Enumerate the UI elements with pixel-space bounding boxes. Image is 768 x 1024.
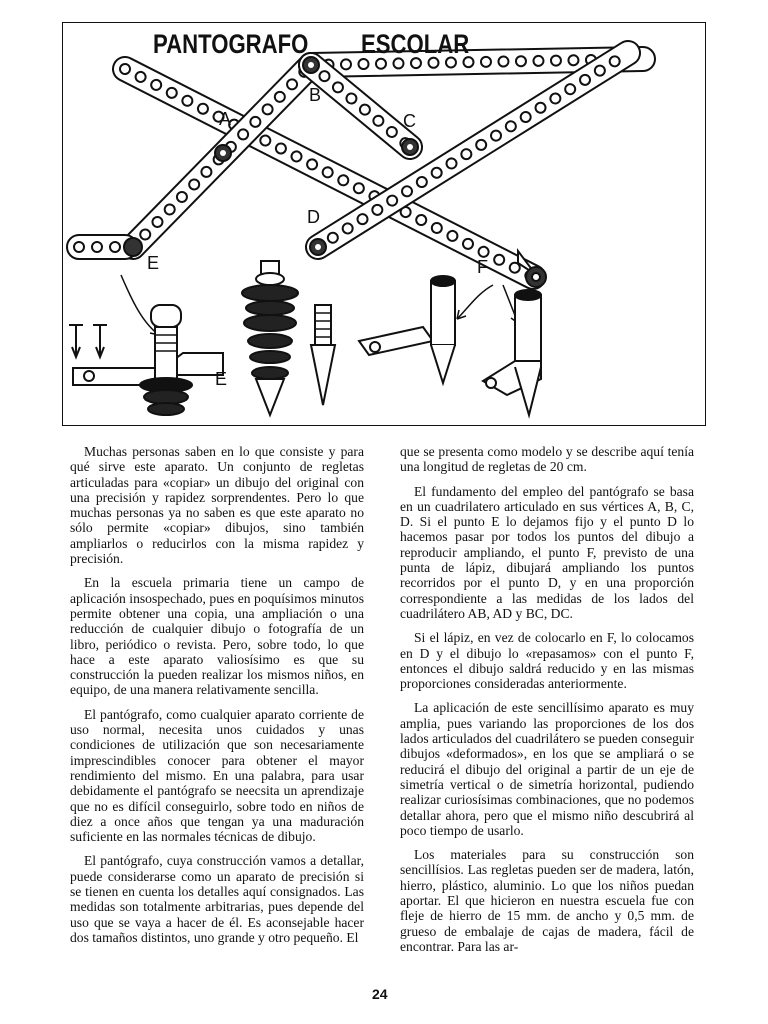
label-a: A bbox=[219, 109, 232, 129]
article-column-right bbox=[400, 444, 694, 963]
label-b: B bbox=[309, 85, 322, 105]
paragraph: El pantógrafo, cuya construcción vamos a detallar, puede considerarse como un aparato de precisión si se tienen en cuenta los detalles aquí consignados. Las medidas son totalmente arbitrarias, pues depende del uso que se vaya a hacer de él. Es aconsejable hacer dos tamaños distintos, uno grande y otro pequeño. El bbox=[70, 853, 364, 945]
washer-spindle bbox=[242, 261, 298, 415]
pencil-holder-left bbox=[359, 276, 455, 383]
pivot-b-hole bbox=[308, 62, 314, 68]
pantograph-figure bbox=[62, 22, 706, 426]
paragraph: Muchas personas saben en lo que consiste y para qué sirve este aparato. Un conjunto de regletas articuladas para «copiar» un dibujo del original con una precisión y rapidez sorprendentes. Pero lo que muchas personas ya no saben es que este aparato no sólo permite «copiar» dibujos, sino también ampliarlos o reducirlos con la misma rapidez y precisión. bbox=[70, 444, 364, 567]
figure-title-left: PANTOGRAFO bbox=[153, 29, 309, 59]
paragraph: Si el lápiz, en vez de colocarlo en F, lo colocamos en D y el dibujo lo «repasamos» con el punto F, entonces el dibujo saldrá reducido y en las mismas proporciones consideradas anteriormente. bbox=[400, 630, 694, 692]
pivot-c-hole bbox=[407, 144, 413, 150]
article-column-left bbox=[70, 444, 364, 954]
page-number: 24 bbox=[372, 986, 388, 1002]
paragraph: En la escuela primaria tiene un campo de aplicación insospechado, pues en poquísimos minutos permite obtener una copia, una ampliación o una reducción de cualquier dibujo o fotografía de un libro, periódico o revista. Pero, sobre todo, lo que hace a este aparato valiosísimo es que su construcción la pueden realizar los mismos niños, en equipo, de una manera relativamente sencilla. bbox=[70, 575, 364, 698]
label-e: E bbox=[147, 253, 160, 273]
paragraph: El fundamento del empleo del pantógrafo se basa en un cuadrilatero articulado en sus vértices A, B, C, D. Si el punto E lo dejamos fijo y el punto D lo hacemos pasar por todos los puntos del dibujo a reproducir ampliando, el punto F, previsto de una punta de lápiz, dibujará ampliando los puntos recorridos por el punto D, y en una proporción correspondiente a las medidas de los lados del cuadrilátero AB, AD y BC, DC. bbox=[400, 483, 694, 621]
label-f: F bbox=[477, 257, 488, 277]
anchor-bar-e bbox=[67, 235, 142, 259]
label-c: C bbox=[403, 111, 416, 131]
pivot-d-hole bbox=[315, 244, 321, 250]
pivot-a-hole bbox=[220, 150, 226, 156]
tack-pins bbox=[69, 325, 107, 357]
label-d: D bbox=[307, 207, 320, 227]
paragraph: Los materiales para su construcción son sencillísios. Las regletas pueden ser de madera, latón, hierro, plástico, aluminio. Lo que los niños puedan aportar. El que hicieron en nuestra escuela fue con fleje de hierro de 15 mm. de ancho y 0,5 mm. de grueso de embalaje de cajas de madera, fácil de encontrar. Para las ar- bbox=[400, 847, 694, 954]
paragraph-continuation: que se presenta como modelo y se describe aquí tenía una longitud de regletas de 20 cm. bbox=[400, 444, 694, 475]
paragraph: El pantógrafo, como cualquier aparato corriente de uso normal, necesita unos cuidados y unas condiciones de utilización que son necesariamente imprescindibles conocer para obtener el mayor rendimiento del mismo. En una palabra, para usar debidamente el pantógrafo se neecsita un aprendizaje que no es difícil conseguirlo, sobre todo en niños de diez a once años que tengan ya una maduración suficiente en las normales técnicas de dibujo. bbox=[70, 706, 364, 845]
label-e-detail: E bbox=[215, 369, 228, 389]
figure-title-right: ESCOLAR bbox=[361, 29, 470, 59]
paragraph: La aplicación de este sencillísimo aparato es muy amplia, pues variando las proporciones de los dos lados articulados del cuadrilátero se pueden conseguir dibujos «deformados», en los que se ampliará o se reducirá el dibujo del original a partir de un eje de simetría vertical o de simetría horizontal, pudiendo realizar curiosísimas combinaciones, que no podemos detallar ahora, pero que el mismo niño descubrirá al poco tiempo de usarlo. bbox=[400, 700, 694, 838]
pantograph-illustration bbox=[63, 23, 707, 427]
screw-cone bbox=[311, 305, 335, 405]
swivel-bolt-assembly bbox=[73, 305, 223, 415]
